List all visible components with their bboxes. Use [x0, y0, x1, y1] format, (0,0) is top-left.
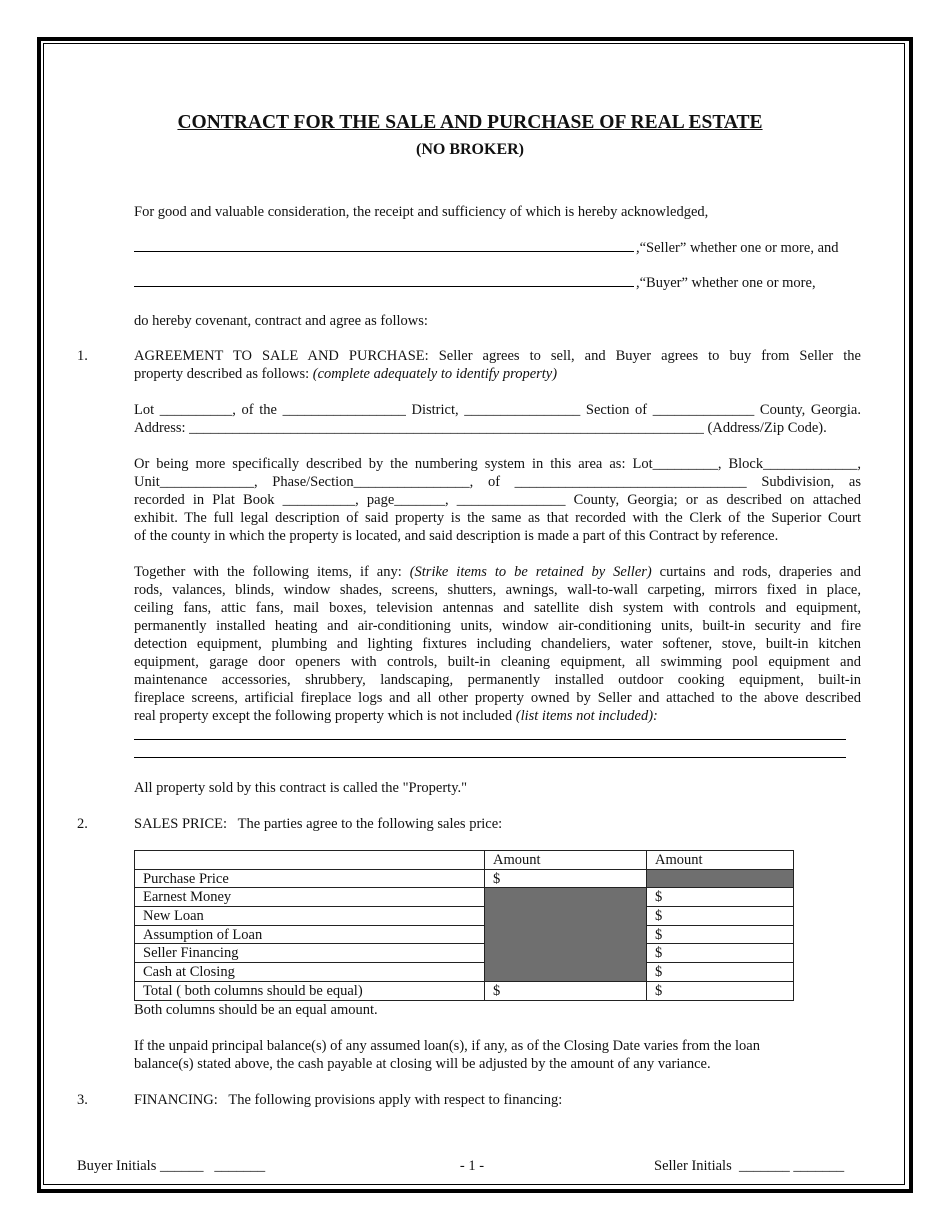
text-line: fireplace screens, artificial fireplace logs and all other property owned by Seller and attached to the above described	[134, 690, 861, 706]
amount-cell[interactable]: $	[647, 888, 794, 907]
section-3-number: 3.	[77, 1092, 88, 1108]
row-label: New Loan	[135, 907, 485, 926]
header-cell	[135, 851, 485, 870]
shaded-cell	[485, 888, 647, 981]
table-note: Both columns should be an equal amount.	[134, 1002, 378, 1018]
table-header-row	[135, 851, 794, 870]
sales-price-table	[134, 850, 794, 1001]
text-line: If the unpaid principal balance(s) of any assumed loan(s), if any, as of the Closing Date varies from the loan	[134, 1038, 760, 1054]
table-row	[135, 981, 794, 1000]
text-line: of the county in which the property is located, and said description is made a part of this Contract by reference.	[134, 528, 779, 544]
amount-cell[interactable]: $	[647, 907, 794, 926]
table-row	[135, 944, 794, 963]
row-label: Purchase Price	[135, 869, 485, 888]
text-line: exhibit. The full legal description of said property is the same as that recorded with the Clerk of the Superior Court	[134, 510, 861, 526]
section-1-number: 1.	[77, 348, 88, 364]
header-cell: Amount	[647, 851, 794, 870]
text-line: real property except the following property which is not included (list items not included):	[134, 708, 658, 724]
text-line: property described as follows: (complete adequately to identify property)	[134, 366, 558, 382]
text-line: detection equipment, plumbing and lighting fixtures including chandeliers, water softener, stove, built-in kitchen	[134, 636, 861, 652]
covenant-text: do hereby covenant, contract and agree as follows:	[134, 313, 428, 329]
seller-label: ,“Seller” whether one or more, and	[636, 240, 839, 256]
amount-cell[interactable]: $	[647, 963, 794, 982]
text-line: balance(s) stated above, the cash payable at closing will be adjusted by the amount of any variance.	[134, 1056, 711, 1072]
variance-text	[134, 1037, 861, 1073]
intro-text: For good and valuable consideration, the receipt and sufficiency of which is hereby acknowledged,	[134, 204, 709, 220]
italic-instruction: (complete adequately to identify property)	[312, 366, 558, 382]
text-line: Address: _______________________________________________________________________ (Address/Zip Code).	[134, 420, 827, 436]
lot-description	[134, 401, 861, 437]
table-row	[135, 925, 794, 944]
buyer-line	[134, 274, 816, 292]
seller-name-blank[interactable]	[134, 239, 634, 252]
row-label: Total ( both columns should be equal)	[135, 981, 485, 1000]
table-row	[135, 963, 794, 982]
table-row	[135, 907, 794, 926]
table-row	[135, 888, 794, 907]
text-line: recorded in Plat Book __________, page_______, _______________ County, Georgia; or as described on attached	[134, 492, 861, 508]
document-subtitle: (NO BROKER)	[416, 141, 524, 158]
italic-instruction: (list items not included):	[515, 708, 658, 724]
seller-line	[134, 239, 839, 257]
text-line: maintenance accessories, shrubbery, landscaping, permanently installed outdoor cooking equipment, built-in	[134, 672, 861, 688]
row-label: Assumption of Loan	[135, 925, 485, 944]
included-items	[134, 563, 861, 725]
page-number: - 1 -	[459, 1158, 485, 1174]
section-2-number: 2.	[77, 816, 88, 832]
text-line: Unit_____________, Phase/Section________________, of ________________________________ Subdivision, as	[134, 474, 861, 490]
text-line: permanently installed heating and air-conditioning units, window air-conditioning units, built-in security and fire	[134, 618, 861, 634]
section-1-heading	[134, 347, 861, 383]
row-label: Earnest Money	[135, 888, 485, 907]
text-line: AGREEMENT TO SALE AND PURCHASE: Seller agrees to sell, and Buyer agrees to buy from Seller the	[134, 348, 861, 364]
text-line: rods, valances, blinds, window shades, screens, shutters, awnings, wall-to-wall carpeting, mirrors fixed in place,	[134, 582, 861, 598]
document-title	[0, 114, 940, 132]
shaded-cell	[647, 869, 794, 888]
amount-cell[interactable]: $	[647, 981, 794, 1000]
seller-initials[interactable]: Seller Initials _______ _______	[654, 1158, 845, 1174]
row-label: Cash at Closing	[135, 963, 485, 982]
amount-cell[interactable]: $	[485, 869, 647, 888]
title-text: CONTRACT FOR THE SALE AND PURCHASE OF REAL ESTATE	[177, 112, 763, 133]
row-label: Seller Financing	[135, 944, 485, 963]
header-cell: Amount	[485, 851, 647, 870]
text-line: equipment, garage door openers with controls, built-in cleaning equipment, all swimming pool equipment and	[134, 654, 861, 670]
table-row	[135, 869, 794, 888]
text-line: Together with the following items, if any: (Strike items to be retained by Seller) curtains and rods, draperies and	[134, 564, 861, 580]
numbering-description	[134, 455, 861, 545]
excluded-items-blank-1[interactable]	[134, 739, 846, 740]
amount-cell[interactable]: $	[647, 925, 794, 944]
text-line: Lot __________, of the _________________ District, ________________ Section of ______________ County, Georgia.	[134, 402, 861, 418]
italic-instruction: (Strike items to be retained by Seller)	[409, 564, 652, 580]
text-line: Or being more specifically described by the numbering system in this area as: Lot_________, Block_____________,	[134, 456, 861, 472]
buyer-initials[interactable]: Buyer Initials ______ _______	[77, 1158, 266, 1174]
text-line: ceiling fans, attic fans, mail boxes, television antennas and satellite dish system with controls and equipment,	[134, 600, 861, 616]
buyer-name-blank[interactable]	[134, 274, 634, 287]
section-2-heading: SALES PRICE: The parties agree to the following sales price:	[134, 816, 503, 832]
buyer-label: ,“Buyer” whether one or more,	[636, 275, 816, 291]
amount-cell[interactable]: $	[485, 981, 647, 1000]
excluded-items-blank-2[interactable]	[134, 757, 846, 758]
amount-cell[interactable]: $	[647, 944, 794, 963]
section-3-heading: FINANCING: The following provisions apply with respect to financing:	[134, 1092, 563, 1108]
property-note: All property sold by this contract is called the "Property."	[134, 780, 468, 796]
